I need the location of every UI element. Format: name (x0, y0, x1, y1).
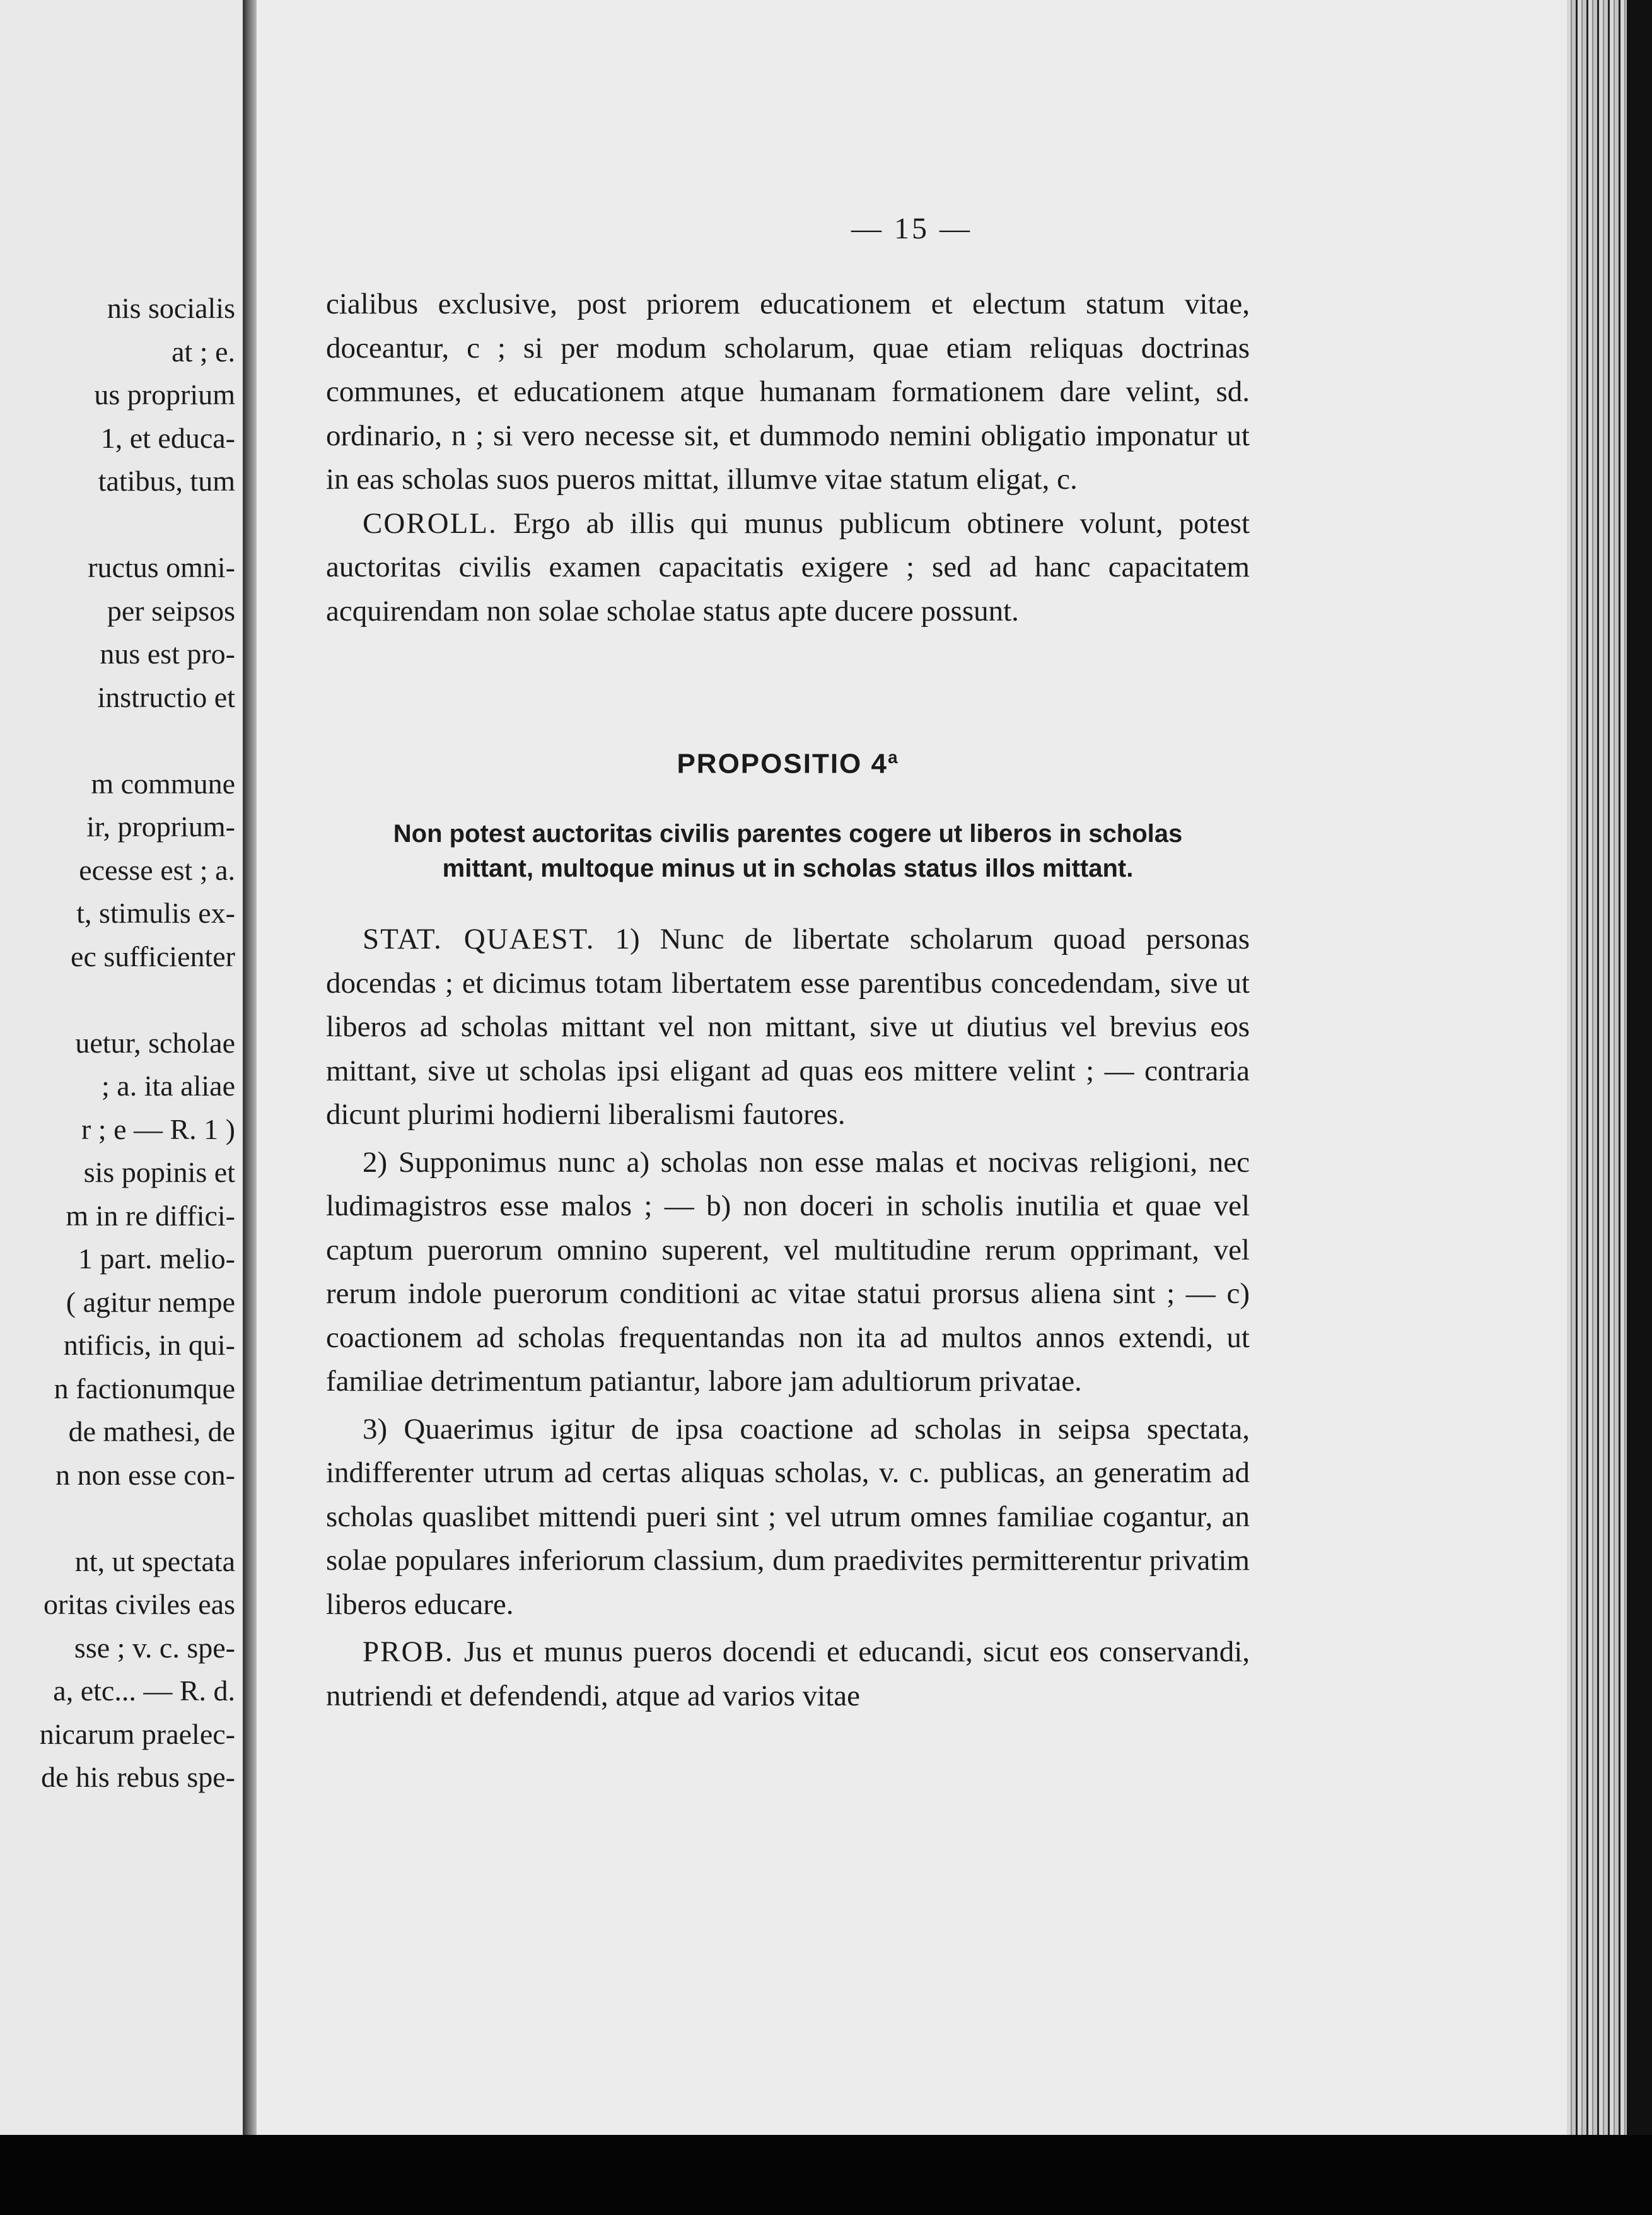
left-page-gap (0, 503, 243, 547)
left-page-line: ir, proprium- (86, 810, 235, 843)
left-page-line: per seipsos (107, 594, 235, 627)
upper-text (326, 283, 1250, 633)
left-page-line: nis socialis (107, 292, 235, 324)
proposition-title: PROPOSITIO 4 (677, 748, 888, 780)
coroll-label: COROLL. (363, 506, 497, 540)
proposition-enunciation (326, 817, 1250, 886)
left-page-gap (0, 1497, 243, 1540)
left-page-line: nicarum praelec- (39, 1717, 235, 1750)
left-page-line: n factionumque (54, 1372, 235, 1405)
left-page-line: instructio et (97, 681, 235, 713)
left-page-line: nt, ut spectata (74, 1545, 235, 1577)
right-page (257, 0, 1567, 2135)
left-page-line: 1 part. melio- (78, 1242, 235, 1275)
prob-text: Jus et munus pueros docendi et educandi, sicut eos conservandi, nutriendi et defendendi, atque ad varios vitae (326, 1635, 1250, 1712)
enunciation-line-1: Non potest auctoritas civilis parentes cogere ut liberos in scholas (393, 820, 1183, 848)
left-page-text (0, 287, 243, 1799)
proposition-heading (326, 747, 1250, 780)
left-page-line: uetur, scholae (75, 1026, 235, 1059)
corollary-paragraph (326, 502, 1250, 634)
left-page-line: ntificis, in qui- (63, 1329, 235, 1361)
left-page-line: ; a. ita aliae (102, 1070, 235, 1102)
page-number: — 15 — (851, 212, 972, 245)
left-page-gap (0, 719, 243, 763)
left-page-line: sse ; v. c. spe- (74, 1631, 235, 1664)
probatio-paragraph (326, 1630, 1250, 1718)
left-page-line: at ; e. (172, 335, 235, 368)
left-page-line: ec sufficienter (71, 940, 235, 973)
left-page-line: n non esse con- (55, 1458, 235, 1491)
left-page-line: tatibus, tum (98, 465, 235, 497)
paragraph-3: 3) Quaerimus igitur de ipsa coactione ad scholas in seipsa spectata, indifferenter utrum ad certas aliquas scholas, v. c. publicas, an generatim ad scholas quaslibet mittendi pueri sint ; vel utrum omnes familiae cogantur, an solae populares inferiorum classium, dum praedivites permitterentur privatim liberos educare. (326, 1412, 1250, 1621)
stat-label: STAT. QUAEST. (363, 923, 595, 956)
left-page (0, 0, 248, 2135)
left-page-line: ecesse est ; a. (79, 853, 235, 886)
left-page-line: t, stimulis ex- (76, 897, 235, 929)
left-page-line: ructus omni- (88, 551, 235, 583)
enunciation-line-2: mittant, multoque minus ut in scholas status illos mittant. (442, 855, 1134, 882)
coroll-text: Ergo ab illis qui munus publicum obtinere volunt, potest auctoritas civilis examen capacitatis exigere ; sed ad hanc capacitatem acquirendam non solae scholae status apte ducere possunt. (326, 506, 1250, 628)
proposition-superscript: a (887, 747, 899, 767)
scan-bottom-edge (0, 2135, 1652, 2215)
stat-text: 1) Nunc de libertate scholarum quoad personas docendas ; et dicimus totam libertatem esse parentibus concedendam, sive ut liberos ad scholas mittant vel non mittant, sive ut diutius vel brevius eos mittant, sive ut scholas ipsi eligant ad quas eos mittere velint ; — contraria dicunt plurimi hodierni liberalismi fautores. (326, 923, 1250, 1131)
book-gutter (243, 0, 257, 2135)
left-page-line: ( agitur nempe (66, 1285, 235, 1318)
paragraph-1: cialibus exclusive, post priorem educationem et electum statum vitae, doceantur, c ; si per modum scholarum, quae etiam reliquas doctrinas communes, et educationem atque humanam formationem dare velint, sd. ordinario, n ; si vero necesse sit, et dummodo nemini obligatio imponatur ut in eas scholas suos pueros mittat, illumve vitae statum eligat, c. (326, 288, 1250, 496)
left-page-line: 1, et educa- (100, 421, 235, 454)
left-page-line: sis popinis et (83, 1156, 235, 1188)
left-page-gap (0, 978, 243, 1022)
left-page-line: de mathesi, de (68, 1415, 235, 1447)
left-page-line: r ; e — R. 1 ) (81, 1113, 235, 1145)
left-page-line: m commune (91, 767, 235, 800)
lower-text (326, 918, 1250, 1722)
paragraph-2: 2) Supponimus nunc a) scholas non esse malas et nocivas religioni, nec ludimagistros esse malos ; — b) non doceri in scholis inutilia et quae vel captum puerorum omnino superent, vel multitudine rerum opprimant, vel rerum indole puerorum conditioni ac vitae statui prorsus aliena sint ; — c) coactionem ad scholas frequentandas non ita ad multos annos extendi, ut familiae detrimentum patiantur, labore jam adultiorum privatae. (326, 1145, 1250, 1398)
left-page-line: us proprium (94, 378, 235, 411)
left-page-line: oritas civiles eas (43, 1588, 235, 1620)
prob-label: PROB. (363, 1635, 454, 1668)
left-page-line: a, etc... — R. d. (53, 1674, 235, 1707)
status-quaestionis-paragraph (326, 918, 1250, 1137)
left-page-line: m in re diffici- (66, 1199, 235, 1232)
left-page-line: nus est pro- (100, 638, 235, 670)
left-page-line: de his rebus spe- (41, 1761, 235, 1793)
page-stack-edge (1567, 0, 1652, 2135)
